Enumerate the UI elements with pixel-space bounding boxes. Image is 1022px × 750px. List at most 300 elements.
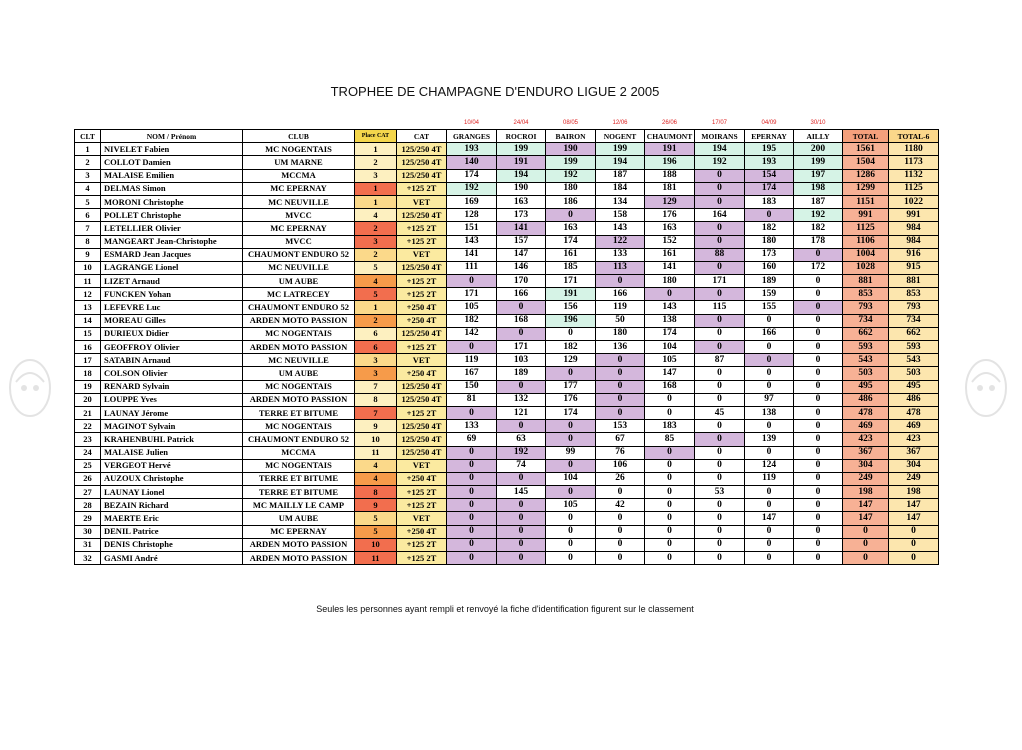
club-cell: CHAUMONT ENDURO 52 [243,301,355,314]
rider-name-cell: COLSON Olivier [101,367,243,380]
place-cat-cell: 6 [355,327,397,340]
watermark-left-portrait [6,354,54,422]
race-score-cell: 129 [546,354,596,367]
race-score-cell: 0 [794,327,843,340]
table-row [75,446,939,459]
race-score-cell: 180 [596,327,645,340]
race-score-cell: 0 [695,459,745,472]
rider-name-cell: GEOFFROY Olivier [101,341,243,354]
race-score-cell: 0 [695,525,745,538]
race-score-cell: 199 [546,156,596,169]
place-cat-cell: 5 [355,525,397,538]
race-score-cell: 136 [596,341,645,354]
race-score-cell: 159 [745,288,794,301]
race-score-cell: 199 [794,156,843,169]
race-score-cell: 200 [794,143,843,156]
race-score-cell: 143 [645,301,695,314]
race-score-cell: 0 [447,486,497,499]
race-score-cell: 160 [745,261,794,274]
table-row [75,486,939,499]
rider-name-cell: DENIS Christophe [101,538,243,551]
race-score-cell: 166 [745,327,794,340]
race-date: 04/09 [761,120,777,126]
total6-cell: 1022 [889,195,939,208]
category-cell: 125/250 4T [397,156,447,169]
rank-cell: 4 [75,182,101,195]
club-cell: MC NOGENTAIS [243,327,355,340]
race-score-cell: 26 [596,472,645,485]
rank-cell: 20 [75,393,101,406]
total-cell: 1151 [843,195,889,208]
race-score-cell: 174 [546,406,596,419]
rider-name-cell: MANGEART Jean-Christophe [101,235,243,248]
rider-name-cell: COLLOT Damien [101,156,243,169]
table-row [75,459,939,472]
total-cell: 147 [843,499,889,512]
footnote: Seules les personnes ayant rempli et renvoyé la fiche d'identification figurent sur le classement [316,604,694,614]
rider-name-cell: KRAHENBUHL Patrick [101,433,243,446]
rider-name-cell: MAERTE Eric [101,512,243,525]
total6-cell: 0 [889,525,939,538]
total6-cell: 984 [889,235,939,248]
race-score-cell: 0 [447,406,497,419]
total6-cell: 486 [889,393,939,406]
race-score-cell: 199 [497,143,546,156]
race-score-cell: 183 [745,195,794,208]
total-cell: 1561 [843,143,889,156]
race-score-cell: 81 [447,393,497,406]
race-score-cell: 182 [447,314,497,327]
race-score-cell: 0 [645,459,695,472]
rank-cell: 25 [75,459,101,472]
race-score-cell: 0 [447,472,497,485]
rank-cell: 12 [75,288,101,301]
total-cell: 469 [843,420,889,433]
place-cat-cell: 4 [355,472,397,485]
race-score-cell: 194 [497,169,546,182]
total6-cell: 984 [889,222,939,235]
race-score-cell: 0 [596,367,645,380]
total-cell: 367 [843,446,889,459]
place-cat-cell: 5 [355,288,397,301]
race-score-cell: 0 [695,472,745,485]
race-score-cell: 191 [497,156,546,169]
race-score-cell: 0 [745,354,794,367]
race-score-cell: 133 [596,248,645,261]
race-score-cell: 185 [546,261,596,274]
race-score-cell: 0 [745,420,794,433]
race-score-cell: 152 [645,235,695,248]
col-header-race: AILLY [794,130,843,143]
total6-cell: 543 [889,354,939,367]
race-score-cell: 146 [497,261,546,274]
race-score-cell: 42 [596,499,645,512]
rider-name-cell: LEFEVRE Luc [101,301,243,314]
category-cell: +125 2T [397,406,447,419]
race-score-cell: 143 [447,235,497,248]
total6-cell: 1125 [889,182,939,195]
race-score-cell: 0 [645,552,695,565]
category-cell: +125 2T [397,235,447,248]
race-score-cell: 45 [695,406,745,419]
race-score-cell: 0 [695,512,745,525]
race-date-row [75,118,939,130]
total6-cell: 469 [889,420,939,433]
total-cell: 1286 [843,169,889,182]
place-cat-cell: 7 [355,406,397,419]
table-row [75,195,939,208]
race-score-cell: 104 [546,472,596,485]
category-cell: 125/250 4T [397,433,447,446]
race-score-cell: 122 [596,235,645,248]
race-score-cell: 183 [645,420,695,433]
race-score-cell: 0 [695,380,745,393]
race-score-cell: 87 [695,354,745,367]
race-score-cell: 0 [745,486,794,499]
race-score-cell: 142 [447,327,497,340]
club-cell: CHAUMONT ENDURO 52 [243,248,355,261]
race-score-cell: 138 [645,314,695,327]
race-score-cell: 105 [546,499,596,512]
race-score-cell: 134 [596,195,645,208]
race-score-cell: 0 [794,446,843,459]
race-score-cell: 189 [745,275,794,288]
race-score-cell: 0 [794,248,843,261]
table-row [75,235,939,248]
rank-cell: 21 [75,406,101,419]
race-score-cell: 171 [546,275,596,288]
race-score-cell: 0 [695,433,745,446]
club-cell: MC EPERNAY [243,222,355,235]
total6-cell: 853 [889,288,939,301]
table-row [75,143,939,156]
race-score-cell: 103 [497,354,546,367]
race-score-cell: 0 [497,499,546,512]
race-score-cell: 163 [546,222,596,235]
col-header-race: BAIRON [546,130,596,143]
place-cat-cell: 1 [355,143,397,156]
rider-name-cell: RENARD Sylvain [101,380,243,393]
rank-cell: 5 [75,195,101,208]
total6-cell: 423 [889,433,939,446]
club-cell: MCCMA [243,446,355,459]
table-row [75,209,939,222]
total-cell: 423 [843,433,889,446]
race-score-cell: 76 [596,446,645,459]
rank-cell: 10 [75,261,101,274]
total6-cell: 1180 [889,143,939,156]
race-score-cell: 67 [596,433,645,446]
race-score-cell: 0 [447,459,497,472]
race-score-cell: 0 [546,538,596,551]
category-cell: +250 4T [397,472,447,485]
rank-cell: 13 [75,301,101,314]
race-score-cell: 168 [497,314,546,327]
race-score-cell: 0 [695,314,745,327]
club-cell: MC NOGENTAIS [243,420,355,433]
race-score-cell: 0 [596,552,645,565]
category-cell: +250 4T [397,301,447,314]
race-score-cell: 0 [497,380,546,393]
total-cell: 0 [843,525,889,538]
total-cell: 593 [843,341,889,354]
race-score-cell: 139 [745,433,794,446]
race-score-cell: 192 [447,182,497,195]
category-cell: +125 2T [397,486,447,499]
race-score-cell: 166 [497,288,546,301]
place-cat-cell: 4 [355,209,397,222]
category-cell: +125 2T [397,288,447,301]
race-score-cell: 111 [447,261,497,274]
race-score-cell: 0 [695,288,745,301]
race-score-cell: 50 [596,314,645,327]
race-score-cell: 171 [447,288,497,301]
place-cat-cell: 7 [355,380,397,393]
table-row [75,169,939,182]
rank-cell: 14 [75,314,101,327]
race-score-cell: 106 [596,459,645,472]
total-cell: 734 [843,314,889,327]
race-score-cell: 181 [645,182,695,195]
place-cat-cell: 3 [355,169,397,182]
race-score-cell: 121 [497,406,546,419]
race-score-cell: 0 [794,525,843,538]
club-cell: MC EPERNAY [243,525,355,538]
rider-name-cell: MOREAU Gilles [101,314,243,327]
total-cell: 1504 [843,156,889,169]
club-cell: MC NEUVILLE [243,261,355,274]
race-score-cell: 0 [447,275,497,288]
race-score-cell: 124 [745,459,794,472]
race-score-cell: 0 [596,538,645,551]
race-score-cell: 113 [596,261,645,274]
race-score-cell: 0 [745,499,794,512]
race-score-cell: 0 [596,354,645,367]
rank-cell: 23 [75,433,101,446]
club-cell: TERRE ET BITUME [243,406,355,419]
category-cell: +250 4T [397,367,447,380]
race-score-cell: 192 [695,156,745,169]
race-score-cell: 74 [497,459,546,472]
rider-name-cell: LIZET Arnaud [101,275,243,288]
total-cell: 0 [843,552,889,565]
category-cell: 125/250 4T [397,380,447,393]
race-score-cell: 147 [745,512,794,525]
total-cell: 478 [843,406,889,419]
rider-name-cell: MALAISE Emilien [101,169,243,182]
total6-cell: 249 [889,472,939,485]
race-score-cell: 141 [645,261,695,274]
race-score-cell: 119 [745,472,794,485]
rank-cell: 22 [75,420,101,433]
race-score-cell: 0 [745,314,794,327]
total6-cell: 147 [889,512,939,525]
table-row [75,393,939,406]
table-row [75,288,939,301]
standings-table [74,118,939,565]
race-score-cell: 145 [497,486,546,499]
race-score-cell: 0 [695,222,745,235]
race-score-cell: 157 [497,235,546,248]
table-row [75,367,939,380]
rank-cell: 9 [75,248,101,261]
race-score-cell: 194 [596,156,645,169]
total6-cell: 0 [889,538,939,551]
place-cat-cell: 1 [355,182,397,195]
rank-cell: 2 [75,156,101,169]
race-score-cell: 141 [497,222,546,235]
race-score-cell: 119 [596,301,645,314]
club-cell: MC NOGENTAIS [243,459,355,472]
race-score-cell: 173 [745,248,794,261]
race-score-cell: 138 [745,406,794,419]
race-score-cell: 0 [794,393,843,406]
table-row [75,538,939,551]
table-row [75,182,939,195]
race-score-cell: 0 [497,538,546,551]
race-score-cell: 197 [794,169,843,182]
total6-cell: 915 [889,261,939,274]
race-score-cell: 0 [745,380,794,393]
rider-name-cell: FUNCKEN Yohan [101,288,243,301]
table-row [75,406,939,419]
race-score-cell: 0 [794,380,843,393]
race-score-cell: 172 [794,261,843,274]
race-score-cell: 176 [546,393,596,406]
total-cell: 198 [843,486,889,499]
race-score-cell: 0 [794,341,843,354]
race-score-cell: 155 [745,301,794,314]
race-score-cell: 0 [546,367,596,380]
race-score-cell: 163 [497,195,546,208]
race-score-cell: 196 [645,156,695,169]
race-score-cell: 193 [447,143,497,156]
table-row [75,314,939,327]
race-score-cell: 0 [497,327,546,340]
race-score-cell: 0 [745,367,794,380]
table-row [75,552,939,565]
race-score-cell: 0 [645,446,695,459]
race-score-cell: 0 [497,301,546,314]
table-row [75,222,939,235]
race-score-cell: 0 [695,182,745,195]
total-cell: 1125 [843,222,889,235]
rank-cell: 7 [75,222,101,235]
race-score-cell: 156 [546,301,596,314]
total-cell: 0 [843,538,889,551]
race-score-cell: 0 [596,393,645,406]
race-score-cell: 0 [596,275,645,288]
race-score-cell: 133 [447,420,497,433]
total6-cell: 1132 [889,169,939,182]
club-cell: ARDEN MOTO PASSION [243,341,355,354]
race-score-cell: 132 [497,393,546,406]
race-score-cell: 0 [596,512,645,525]
race-score-cell: 0 [794,354,843,367]
category-cell: VET [397,248,447,261]
total-cell: 1106 [843,235,889,248]
race-score-cell: 53 [695,486,745,499]
place-cat-cell: 6 [355,341,397,354]
page-title: TROPHEE DE CHAMPAGNE D'ENDURO LIGUE 2 2005 [330,84,660,99]
place-cat-cell: 4 [355,275,397,288]
category-cell: +125 2T [397,222,447,235]
total-cell: 991 [843,209,889,222]
col-header-total6: TOTAL-6 [889,130,939,143]
race-score-cell: 63 [497,433,546,446]
rider-name-cell: DELMAS Simon [101,182,243,195]
total-cell: 881 [843,275,889,288]
place-cat-cell: 1 [355,195,397,208]
rider-name-cell: LAUNAY Jérome [101,406,243,419]
race-score-cell: 105 [447,301,497,314]
race-score-cell: 119 [447,354,497,367]
race-score-cell: 0 [447,525,497,538]
col-header-race: GRANGES [447,130,497,143]
rider-name-cell: LAUNAY Lionel [101,486,243,499]
place-cat-cell: 5 [355,261,397,274]
club-cell: UM AUBE [243,512,355,525]
total-cell: 503 [843,367,889,380]
total6-cell: 147 [889,499,939,512]
rider-name-cell: LETELLIER Olivier [101,222,243,235]
race-score-cell: 0 [794,367,843,380]
rider-name-cell: BEZAIN Richard [101,499,243,512]
rank-cell: 17 [75,354,101,367]
club-cell: ARDEN MOTO PASSION [243,314,355,327]
rank-cell: 1 [75,143,101,156]
race-score-cell: 190 [497,182,546,195]
place-cat-cell: 5 [355,512,397,525]
club-cell: MCCMA [243,169,355,182]
race-date: 08/05 [562,120,578,126]
race-score-cell: 0 [447,341,497,354]
rider-name-cell: LAGRANGE Lionel [101,261,243,274]
race-score-cell: 0 [794,275,843,288]
race-score-cell: 0 [645,406,695,419]
race-score-cell: 169 [447,195,497,208]
race-score-cell: 184 [596,182,645,195]
col-header-clt: CLT [75,130,101,143]
table-row [75,341,939,354]
col-header-club: CLUB [243,130,355,143]
table-row [75,275,939,288]
race-score-cell: 191 [645,143,695,156]
race-score-cell: 0 [745,525,794,538]
club-cell: MC NEUVILLE [243,195,355,208]
race-score-cell: 0 [695,393,745,406]
race-score-cell: 166 [596,288,645,301]
total-cell: 1028 [843,261,889,274]
rider-name-cell: NIVELET Fabien [101,143,243,156]
race-score-cell: 190 [546,143,596,156]
rider-name-cell: DENIL Patrice [101,525,243,538]
race-score-cell: 174 [645,327,695,340]
race-score-cell: 129 [645,195,695,208]
race-score-cell: 0 [645,486,695,499]
race-score-cell: 0 [546,459,596,472]
category-cell: +250 4T [397,525,447,538]
total6-cell: 198 [889,486,939,499]
place-cat-cell: 3 [355,235,397,248]
race-score-cell: 0 [447,538,497,551]
rank-cell: 11 [75,275,101,288]
race-score-cell: 0 [546,486,596,499]
category-cell: +125 2T [397,341,447,354]
race-score-cell: 0 [794,314,843,327]
club-cell: ARDEN MOTO PASSION [243,552,355,565]
race-score-cell: 0 [794,552,843,565]
